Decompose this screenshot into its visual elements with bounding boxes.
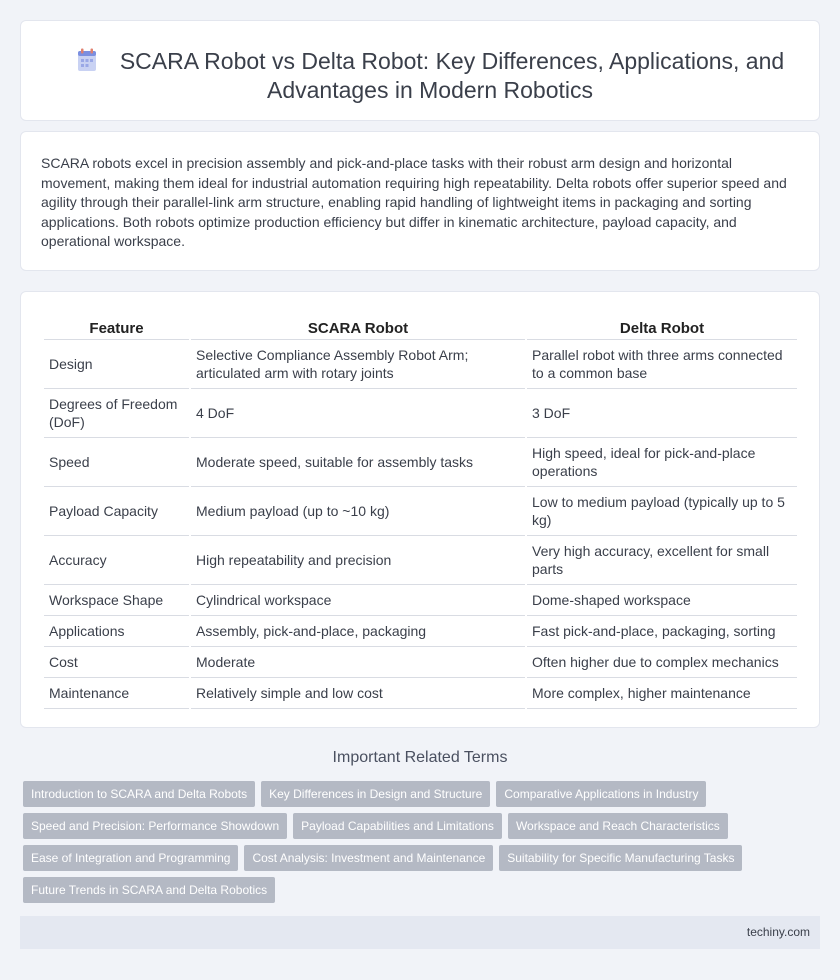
scara-cell: High repeatability and precision [191,536,525,585]
related-term-tag[interactable]: Comparative Applications in Industry [496,781,706,807]
table-row [44,585,797,616]
delta-cell: More complex, higher maintenance [527,678,797,709]
comparison-table [42,312,799,709]
document-icon [76,48,98,72]
delta-cell: Low to medium payload (typically up to 5 kg) [527,487,797,536]
delta-cell: Often higher due to complex mechanics [527,647,797,678]
summary-card [20,131,820,271]
related-term-tag[interactable]: Ease of Integration and Programming [23,845,238,871]
feature-cell: Workspace Shape [44,585,189,616]
delta-cell: Fast pick-and-place, packaging, sorting [527,616,797,647]
tag-row [23,813,803,839]
feature-cell: Cost [44,647,189,678]
summary-text: SCARA robots excel in precision assembly and pick-and-place tasks with their robust arm design and horizontal movement, making them ideal for industrial automation requiring high repeatability. Delta robots offer superior speed and agility through their parallel-link arm structure, enabling rapid handling of lightweight items in packaging and sorting applications. Both robots optimize production efficiency but differ in kinematic architecture, payload capacity, and operational workspace. [41,155,787,249]
footer-site-link[interactable]: techiny.com [746,925,810,939]
feature-cell: Speed [44,438,189,487]
scara-cell: Cylindrical workspace [191,585,525,616]
column-header-scara: SCARA Robot [191,312,525,340]
page-title: SCARA Robot vs Delta Robot: Key Differences, Applications, and Advantages in Modern Robotics [119,48,785,103]
related-term-tag[interactable]: Workspace and Reach Characteristics [508,813,728,839]
delta-cell: Dome-shaped workspace [527,585,797,616]
scara-cell: Relatively simple and low cost [191,678,525,709]
page-title-block [61,45,799,105]
scara-cell: Assembly, pick-and-place, packaging [191,616,525,647]
delta-cell: High speed, ideal for pick-and-place operations [527,438,797,487]
related-term-tag[interactable]: Payload Capabilities and Limitations [293,813,502,839]
related-term-tag[interactable]: Introduction to SCARA and Delta Robots [23,781,255,807]
title-card [20,20,820,121]
related-term-tag[interactable]: Future Trends in SCARA and Delta Robotics [23,877,275,903]
footer-bar [20,916,820,949]
table-row [44,340,797,389]
table-row [44,647,797,678]
table-header-row [44,312,797,340]
scara-cell: Moderate [191,647,525,678]
related-terms-title: Important Related Terms [332,749,508,766]
feature-cell: Accuracy [44,536,189,585]
table-row [44,389,797,438]
table-row [44,616,797,647]
scara-cell: Moderate speed, suitable for assembly tasks [191,438,525,487]
scara-cell: 4 DoF [191,389,525,438]
related-terms-list [23,781,803,909]
column-header-delta: Delta Robot [527,312,797,340]
delta-cell: Very high accuracy, excellent for small parts [527,536,797,585]
feature-cell: Applications [44,616,189,647]
related-term-tag[interactable]: Cost Analysis: Investment and Maintenance [244,845,493,871]
table-row [44,536,797,585]
scara-cell: Selective Compliance Assembly Robot Arm; articulated arm with rotary joints [191,340,525,389]
feature-cell: Maintenance [44,678,189,709]
feature-cell: Degrees of Freedom (DoF) [44,389,189,438]
tag-row [23,877,803,903]
feature-cell: Payload Capacity [44,487,189,536]
comparison-card [20,291,820,728]
related-term-tag[interactable]: Key Differences in Design and Structure [261,781,490,807]
scara-cell: Medium payload (up to ~10 kg) [191,487,525,536]
column-header-feature: Feature [44,312,189,340]
table-row [44,438,797,487]
table-row [44,487,797,536]
related-term-tag[interactable]: Suitability for Specific Manufacturing Tasks [499,845,742,871]
tag-row [23,845,803,871]
related-term-tag[interactable]: Speed and Precision: Performance Showdown [23,813,287,839]
feature-cell: Design [44,340,189,389]
delta-cell: 3 DoF [527,389,797,438]
delta-cell: Parallel robot with three arms connected to a common base [527,340,797,389]
tag-row [23,781,803,807]
table-row [44,678,797,709]
